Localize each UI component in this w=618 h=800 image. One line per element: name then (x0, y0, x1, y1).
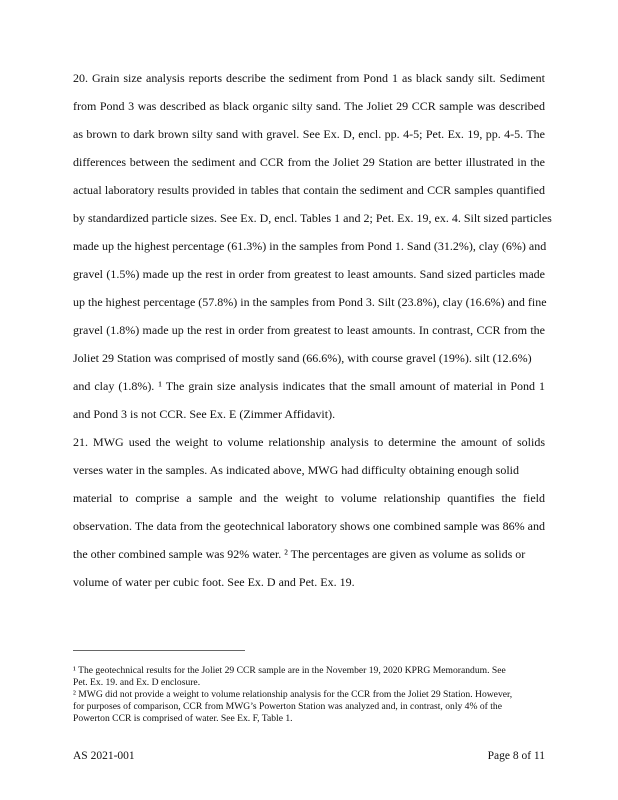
footnote-line: ¹ The geotechnical results for the Joliet 29 CCR sample are in the November 19, 2020 KPRG Memorandum. See (73, 665, 506, 676)
body-line: observation. The data from the geotechnical laboratory shows one combined sample was 86% and (73, 519, 545, 533)
footnote-separator (73, 650, 245, 651)
footnote-line: Powerton CCR is comprised of water. See Ex. F, Table 1. (73, 713, 293, 724)
body-line: differences between the sediment and CCR from the Joliet 29 Station are better illustrated in the (73, 155, 545, 169)
body-line: and clay (1.8%). ¹ The grain size analysis indicates that the small amount of material in Pond 1 (73, 379, 545, 393)
body-line: from Pond 3 was described as black organic silty sand. The Joliet 29 CCR sample was described (73, 99, 545, 113)
body-line: actual laboratory results provided in tables that contain the sediment and CCR samples quantified (73, 183, 545, 197)
body-line: made up the highest percentage (61.3%) in the samples from Pond 1. Sand (31.2%), clay (6%) and (73, 239, 547, 253)
body-line: by standardized particle sizes. See Ex. D, encl. Tables 1 and 2; Pet. Ex. 19, ex. 4. Silt sized particles (73, 211, 552, 225)
body-line: gravel (1.5%) made up the rest in order from greatest to least amounts. Sand sized particles made (73, 267, 545, 281)
footnote-line: for purposes of comparison, CCR from MWG’s Powerton Station was analyzed and, in contrast, only 4% of the (73, 701, 502, 712)
body-line: the other combined sample was 92% water. ² The percentages are given as volume as solids or (73, 547, 526, 561)
body-line: Joliet 29 Station was comprised of mostly sand (66.6%), with course gravel (19%). silt (12.6%) (73, 351, 532, 365)
body-line: verses water in the samples. As indicated above, MWG had difficulty obtaining enough solid (73, 463, 520, 477)
body-line: 20. Grain size analysis reports describe the sediment from Pond 1 as black sandy silt. Sediment (73, 71, 545, 85)
body-line: and Pond 3 is not CCR. See Ex. E (Zimmer Affidavit). (73, 407, 336, 421)
body-line: up the highest percentage (57.8%) in the samples from Pond 3. Silt (23.8%), clay (16.6%) and fine (73, 295, 547, 309)
body-line: as brown to dark brown silty sand with gravel. See Ex. D, encl. pp. 4-5; Pet. Ex. 19, pp. 4-5. The (73, 127, 545, 141)
body-line: material to comprise a sample and the weight to volume relationship quantifies the field (73, 491, 545, 505)
body-line: volume of water per cubic foot. See Ex. D and Pet. Ex. 19. (73, 575, 355, 589)
docket-number: AS 2021-001 (73, 750, 135, 762)
body-line: gravel (1.8%) made up the rest in order from greatest to least amounts. In contrast, CCR from the (73, 323, 545, 337)
footnote-line: ² MWG did not provide a weight to volume relationship analysis for the CCR from the Joliet 29 Station. However, (73, 689, 513, 700)
page-number: Page 8 of 11 (487, 750, 545, 762)
body-line: 21. MWG used the weight to volume relationship analysis to determine the amount of solids (73, 435, 545, 449)
footnote-line: Pet. Ex. 19. and Ex. D enclosure. (73, 677, 201, 688)
